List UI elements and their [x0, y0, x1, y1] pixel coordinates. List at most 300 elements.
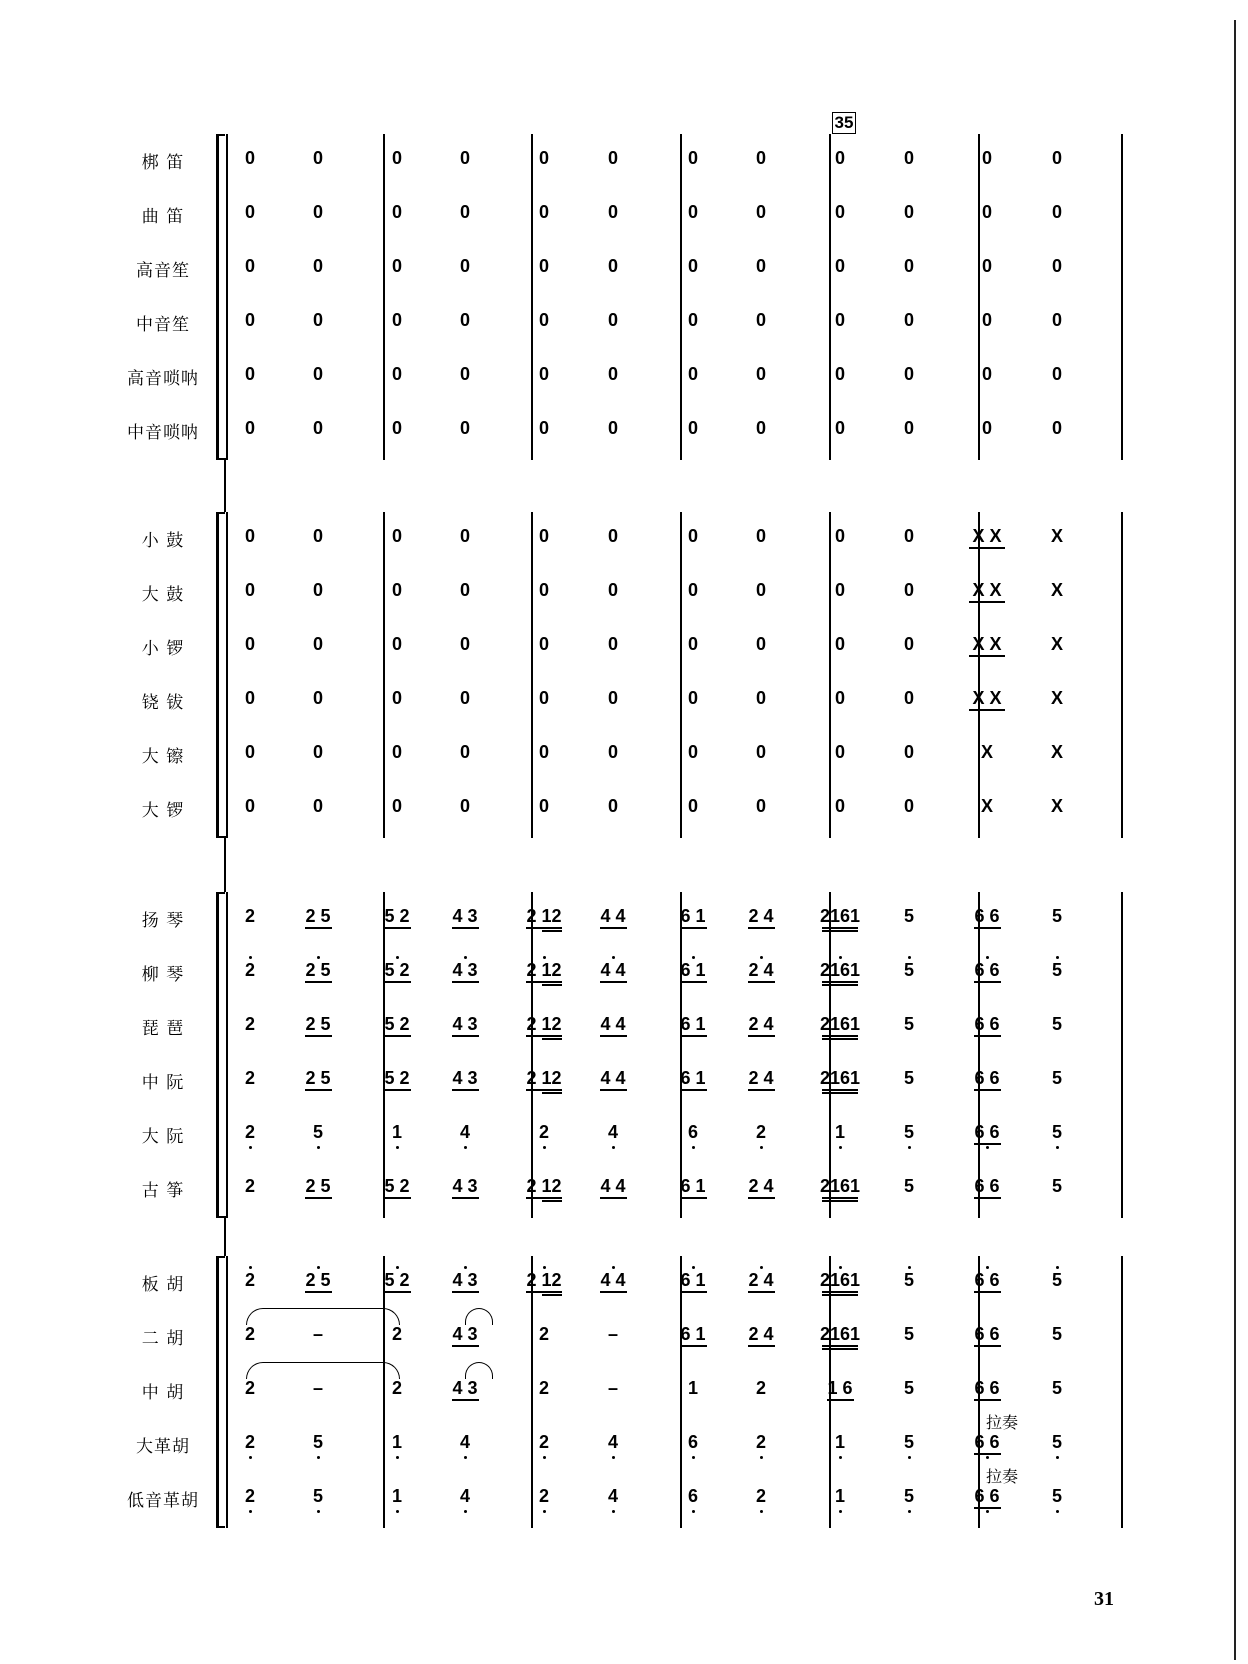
note-cell: 0: [834, 526, 846, 546]
octave-dot-high: [908, 1266, 911, 1269]
note-cell: 0: [244, 364, 256, 384]
beam-underline: [305, 1291, 332, 1293]
note-cell: 4 3: [452, 1324, 478, 1344]
instrument-label: 中 胡: [141, 1383, 185, 1403]
note-cell: 2: [244, 1270, 256, 1290]
beam-underline-double: [822, 1200, 858, 1202]
note-cell: 0: [538, 364, 550, 384]
beam-underline: [600, 981, 627, 983]
note-cell: 1 6: [827, 1378, 853, 1398]
note-cell: 1: [391, 1432, 403, 1452]
note-cell: 0: [607, 148, 619, 168]
beam-underline: [974, 981, 1001, 983]
note-cell: 5: [1051, 1324, 1063, 1344]
beam-underline: [526, 927, 562, 929]
note-cell: 2 4: [748, 1270, 774, 1290]
octave-dot-low: [692, 1456, 695, 1459]
beam-underline-double: [542, 1092, 562, 1094]
octave-dot-low: [612, 1146, 615, 1149]
note-cell: 0: [607, 526, 619, 546]
note-cell: 0: [538, 256, 550, 276]
beam-underline: [822, 981, 858, 983]
barline: [978, 134, 980, 460]
instrument-label: 高音唢呐: [127, 369, 199, 389]
note-cell: 0: [903, 796, 915, 816]
note-cell: 0: [903, 310, 915, 330]
note-cell: 0: [459, 580, 471, 600]
octave-dot-low: [1056, 1456, 1059, 1459]
note-cell: 2 5: [305, 1176, 331, 1196]
instrument-label: 小 鼓: [141, 531, 185, 551]
octave-dot-low: [986, 1146, 989, 1149]
note-cell: 0: [312, 634, 324, 654]
tie-slur: [465, 1308, 493, 1325]
note-cell: 5: [1051, 1486, 1063, 1506]
beam-underline-double: [822, 1294, 858, 1296]
note-cell: 2 4: [748, 1176, 774, 1196]
octave-dot-low: [317, 1456, 320, 1459]
note-cell: 0: [687, 256, 699, 276]
note-cell: 0: [903, 418, 915, 438]
note-cell: 0: [459, 634, 471, 654]
barline: [829, 892, 831, 1218]
system-bracket-line: [226, 512, 228, 838]
note-cell: 0: [244, 310, 256, 330]
note-cell: 2: [391, 1378, 403, 1398]
instrument-label: 铙 钹: [141, 693, 185, 713]
note-cell: 4: [607, 1486, 619, 1506]
beam-underline: [969, 655, 1005, 657]
note-cell: 0: [538, 202, 550, 222]
note-cell: 5: [1051, 1378, 1063, 1398]
note-cell: 0: [903, 256, 915, 276]
note-cell: 5: [903, 906, 915, 926]
note-cell: 2 12: [526, 1014, 562, 1034]
beam-underline-double: [822, 1092, 858, 1094]
barline: [1121, 1256, 1123, 1528]
note-cell: 5: [903, 1378, 915, 1398]
note-cell: 2161: [819, 1324, 861, 1344]
beam-underline: [974, 1143, 1001, 1145]
note-cell: 0: [244, 688, 256, 708]
instrument-label: 中音笙: [136, 315, 190, 335]
rehearsal-mark: 35: [832, 112, 856, 134]
beam-underline: [748, 1089, 775, 1091]
note-cell: 5 2: [384, 1014, 410, 1034]
note-cell: 0: [834, 580, 846, 600]
note-cell: 5 2: [384, 1176, 410, 1196]
note-cell: 2 5: [305, 1014, 331, 1034]
beam-underline: [452, 1345, 479, 1347]
note-cell: 0: [312, 310, 324, 330]
octave-dot-low: [839, 1510, 842, 1513]
note-cell: X: [1050, 580, 1064, 600]
note-cell: 2161: [819, 1270, 861, 1290]
note-cell: 2161: [819, 1068, 861, 1088]
note-cell: 0: [459, 418, 471, 438]
instrument-label: 低音革胡: [127, 1491, 199, 1511]
instrument-label: 大革胡: [136, 1437, 190, 1457]
beam-underline: [748, 981, 775, 983]
note-cell: 0: [312, 580, 324, 600]
octave-dot-low: [464, 1456, 467, 1459]
note-cell: 0: [607, 742, 619, 762]
instrument-label: 大 阮: [141, 1127, 185, 1147]
system-bracket-line: [226, 892, 228, 1218]
note-cell: 6 6: [974, 960, 1000, 980]
note-cell: X: [1050, 742, 1064, 762]
note-cell: 0: [312, 148, 324, 168]
note-cell: 0: [312, 418, 324, 438]
note-cell: 2 4: [748, 1068, 774, 1088]
beam-underline: [526, 981, 562, 983]
octave-dot-high: [249, 1266, 252, 1269]
note-cell: 5: [1051, 1432, 1063, 1452]
note-cell: 4: [459, 1122, 471, 1142]
beam-underline: [384, 981, 411, 983]
note-cell: 0: [459, 526, 471, 546]
note-cell: 6: [687, 1122, 699, 1142]
barline: [680, 134, 682, 460]
note-cell: 2 5: [305, 1270, 331, 1290]
octave-dot-low: [396, 1146, 399, 1149]
note-cell: 4 3: [452, 1378, 478, 1398]
beam-underline: [600, 1197, 627, 1199]
system-brace: [216, 892, 225, 1218]
note-cell: 4 4: [600, 1014, 626, 1034]
note-cell: 0: [459, 148, 471, 168]
note-cell: 0: [834, 742, 846, 762]
note-cell: 6 6: [974, 1068, 1000, 1088]
note-cell: 0: [391, 148, 403, 168]
beam-underline: [748, 1345, 775, 1347]
instrument-label: 小 锣: [141, 639, 185, 659]
note-cell: 0: [687, 526, 699, 546]
octave-dot-high: [464, 1266, 467, 1269]
note-cell: 5: [312, 1122, 324, 1142]
note-cell: 0: [834, 364, 846, 384]
note-cell: 0: [903, 526, 915, 546]
note-cell: 1: [834, 1122, 846, 1142]
note-cell: 0: [391, 256, 403, 276]
note-cell: X X: [972, 688, 1002, 708]
note-cell: 4: [607, 1122, 619, 1142]
note-cell: 0: [834, 634, 846, 654]
octave-dot-high: [396, 956, 399, 959]
note-cell: 0: [391, 526, 403, 546]
note-cell: –: [312, 1378, 324, 1398]
annotation-bowing: 拉奏: [985, 1413, 1019, 1432]
note-cell: 0: [391, 742, 403, 762]
note-cell: 5: [903, 1122, 915, 1142]
instrument-label: 曲 笛: [141, 207, 185, 227]
tie-slur: [246, 1308, 400, 1325]
note-cell: 0: [459, 202, 471, 222]
note-cell: 0: [1051, 202, 1063, 222]
note-cell: 1: [687, 1378, 699, 1398]
octave-dot-low: [396, 1456, 399, 1459]
beam-underline: [822, 1035, 858, 1037]
note-cell: 0: [755, 310, 767, 330]
note-cell: 0: [834, 202, 846, 222]
instrument-label: 梆 笛: [141, 153, 185, 173]
note-cell: 0: [834, 148, 846, 168]
octave-dot-low: [543, 1456, 546, 1459]
note-cell: 0: [244, 526, 256, 546]
octave-dot-low: [249, 1456, 252, 1459]
octave-dot-low: [396, 1510, 399, 1513]
note-cell: 6 6: [974, 1270, 1000, 1290]
beam-underline: [600, 1089, 627, 1091]
note-cell: 0: [538, 580, 550, 600]
note-cell: 0: [834, 418, 846, 438]
note-cell: 2 4: [748, 906, 774, 926]
note-cell: 6 6: [974, 1378, 1000, 1398]
note-cell: 2161: [819, 906, 861, 926]
octave-dot-low: [612, 1510, 615, 1513]
note-cell: 2: [538, 1378, 550, 1398]
note-cell: 0: [312, 526, 324, 546]
instrument-label: 高音笙: [136, 261, 190, 281]
note-cell: 2161: [819, 1176, 861, 1196]
beam-underline: [748, 927, 775, 929]
note-cell: 2: [244, 1378, 256, 1398]
note-cell: 0: [687, 310, 699, 330]
note-cell: 0: [834, 688, 846, 708]
beam-underline: [969, 547, 1005, 549]
note-cell: 6 1: [680, 906, 706, 926]
octave-dot-low: [692, 1510, 695, 1513]
octave-dot-high: [986, 956, 989, 959]
beam-underline: [680, 1035, 707, 1037]
octave-dot-high: [543, 1266, 546, 1269]
note-cell: 2 12: [526, 1176, 562, 1196]
note-cell: 2 4: [748, 960, 774, 980]
note-cell: 2 5: [305, 1068, 331, 1088]
note-cell: 0: [834, 256, 846, 276]
note-cell: 2: [755, 1378, 767, 1398]
octave-dot-high: [839, 956, 842, 959]
octave-dot-low: [908, 1456, 911, 1459]
system-connector: [224, 458, 226, 512]
note-cell: 0: [607, 364, 619, 384]
octave-dot-high: [317, 956, 320, 959]
beam-underline: [680, 1089, 707, 1091]
note-cell: X: [1050, 634, 1064, 654]
barline: [829, 512, 831, 838]
beam-underline: [974, 1399, 1001, 1401]
note-cell: 0: [459, 364, 471, 384]
note-cell: 0: [312, 202, 324, 222]
note-cell: 6: [687, 1486, 699, 1506]
barline: [531, 512, 533, 838]
note-cell: 0: [687, 202, 699, 222]
octave-dot-high: [839, 1266, 842, 1269]
beam-underline: [600, 1035, 627, 1037]
note-cell: 0: [903, 688, 915, 708]
tie-slur: [246, 1362, 400, 1379]
note-cell: 0: [538, 634, 550, 654]
note-cell: 6: [687, 1432, 699, 1452]
octave-dot-low: [1056, 1146, 1059, 1149]
beam-underline: [680, 1345, 707, 1347]
beam-underline: [969, 709, 1005, 711]
beam-underline: [305, 1035, 332, 1037]
note-cell: 0: [903, 742, 915, 762]
note-cell: 0: [1051, 418, 1063, 438]
beam-underline: [748, 1035, 775, 1037]
note-cell: 6 6: [974, 1486, 1000, 1506]
note-cell: 0: [312, 256, 324, 276]
note-cell: 6 1: [680, 1014, 706, 1034]
note-cell: 0: [391, 364, 403, 384]
barline: [531, 134, 533, 460]
octave-dot-low: [908, 1510, 911, 1513]
note-cell: 0: [755, 256, 767, 276]
note-cell: 4 3: [452, 906, 478, 926]
instrument-label: 中 阮: [141, 1073, 185, 1093]
note-cell: 4 4: [600, 1176, 626, 1196]
note-cell: 0: [687, 742, 699, 762]
note-cell: 2 12: [526, 906, 562, 926]
system-brace: [216, 1256, 225, 1528]
beam-underline: [452, 1089, 479, 1091]
note-cell: 0: [981, 202, 993, 222]
system-bracket-line: [226, 1256, 228, 1528]
note-cell: 0: [244, 742, 256, 762]
note-cell: X: [1050, 796, 1064, 816]
beam-underline: [974, 1089, 1001, 1091]
note-cell: 0: [1051, 364, 1063, 384]
note-cell: 0: [538, 148, 550, 168]
octave-dot-low: [543, 1146, 546, 1149]
barline: [383, 892, 385, 1218]
beam-underline: [600, 1291, 627, 1293]
note-cell: 5: [1051, 1270, 1063, 1290]
barline: [1121, 892, 1123, 1218]
note-cell: 5: [1051, 960, 1063, 980]
note-cell: 4 4: [600, 906, 626, 926]
beam-underline: [452, 1399, 479, 1401]
barline: [531, 1256, 533, 1528]
note-cell: 0: [755, 688, 767, 708]
instrument-label: 大 镲: [141, 747, 185, 767]
note-cell: 2: [244, 1122, 256, 1142]
page-edge: [1234, 20, 1236, 1660]
system-connector: [224, 836, 226, 892]
instrument-label: 琵 琶: [141, 1019, 185, 1039]
note-cell: 0: [903, 580, 915, 600]
beam-underline: [384, 927, 411, 929]
note-cell: 0: [391, 688, 403, 708]
note-cell: 0: [607, 256, 619, 276]
note-cell: 5: [903, 1176, 915, 1196]
note-cell: 0: [538, 796, 550, 816]
note-cell: 2: [244, 1486, 256, 1506]
octave-dot-low: [543, 1510, 546, 1513]
note-cell: X: [1050, 526, 1064, 546]
note-cell: 5: [903, 1486, 915, 1506]
note-cell: 4: [459, 1486, 471, 1506]
note-cell: X X: [972, 526, 1002, 546]
note-cell: 0: [538, 418, 550, 438]
beam-underline: [974, 1453, 1001, 1455]
note-cell: 0: [755, 418, 767, 438]
note-cell: 5: [1051, 1068, 1063, 1088]
beam-underline-double: [542, 1038, 562, 1040]
octave-dot-high: [692, 1266, 695, 1269]
note-cell: 6 1: [680, 1068, 706, 1088]
tie-slur: [465, 1362, 493, 1379]
beam-underline: [384, 1291, 411, 1293]
beam-underline: [680, 927, 707, 929]
note-cell: 0: [755, 634, 767, 654]
note-cell: 4 3: [452, 1014, 478, 1034]
beam-underline: [974, 927, 1001, 929]
note-cell: 0: [391, 310, 403, 330]
octave-dot-low: [908, 1146, 911, 1149]
note-cell: X X: [972, 580, 1002, 600]
note-cell: 2: [244, 1068, 256, 1088]
note-cell: 6 1: [680, 1176, 706, 1196]
octave-dot-low: [986, 1510, 989, 1513]
note-cell: 1: [834, 1432, 846, 1452]
note-cell: 0: [755, 364, 767, 384]
beam-underline: [305, 1197, 332, 1199]
octave-dot-low: [1056, 1510, 1059, 1513]
octave-dot-low: [249, 1146, 252, 1149]
beam-underline-double: [542, 1294, 562, 1296]
note-cell: 2: [244, 1432, 256, 1452]
octave-dot-high: [543, 956, 546, 959]
note-cell: 0: [1051, 148, 1063, 168]
note-cell: 0: [687, 796, 699, 816]
note-cell: 0: [903, 148, 915, 168]
barline: [1121, 134, 1123, 460]
beam-underline: [822, 1089, 858, 1091]
note-cell: 2: [244, 1324, 256, 1344]
note-cell: 4 4: [600, 1068, 626, 1088]
barline: [680, 1256, 682, 1528]
beam-underline: [526, 1089, 562, 1091]
octave-dot-low: [612, 1456, 615, 1459]
note-cell: 0: [981, 256, 993, 276]
note-cell: 4: [607, 1432, 619, 1452]
octave-dot-low: [839, 1456, 842, 1459]
note-cell: 2161: [819, 960, 861, 980]
beam-underline: [974, 1507, 1001, 1509]
octave-dot-high: [908, 956, 911, 959]
note-cell: 2: [755, 1122, 767, 1142]
note-cell: 0: [538, 526, 550, 546]
octave-dot-high: [396, 1266, 399, 1269]
note-cell: 2: [391, 1324, 403, 1344]
note-cell: 0: [607, 688, 619, 708]
note-cell: 2: [755, 1486, 767, 1506]
beam-underline: [305, 981, 332, 983]
beam-underline: [452, 927, 479, 929]
note-cell: 4 4: [600, 1270, 626, 1290]
beam-underline-double: [542, 1200, 562, 1202]
note-cell: 5 2: [384, 906, 410, 926]
note-cell: 0: [607, 796, 619, 816]
beam-underline: [974, 1197, 1001, 1199]
note-cell: 0: [391, 634, 403, 654]
note-cell: –: [607, 1378, 619, 1398]
beam-underline-double: [822, 984, 858, 986]
beam-underline-double: [822, 1038, 858, 1040]
barline: [978, 892, 980, 1218]
